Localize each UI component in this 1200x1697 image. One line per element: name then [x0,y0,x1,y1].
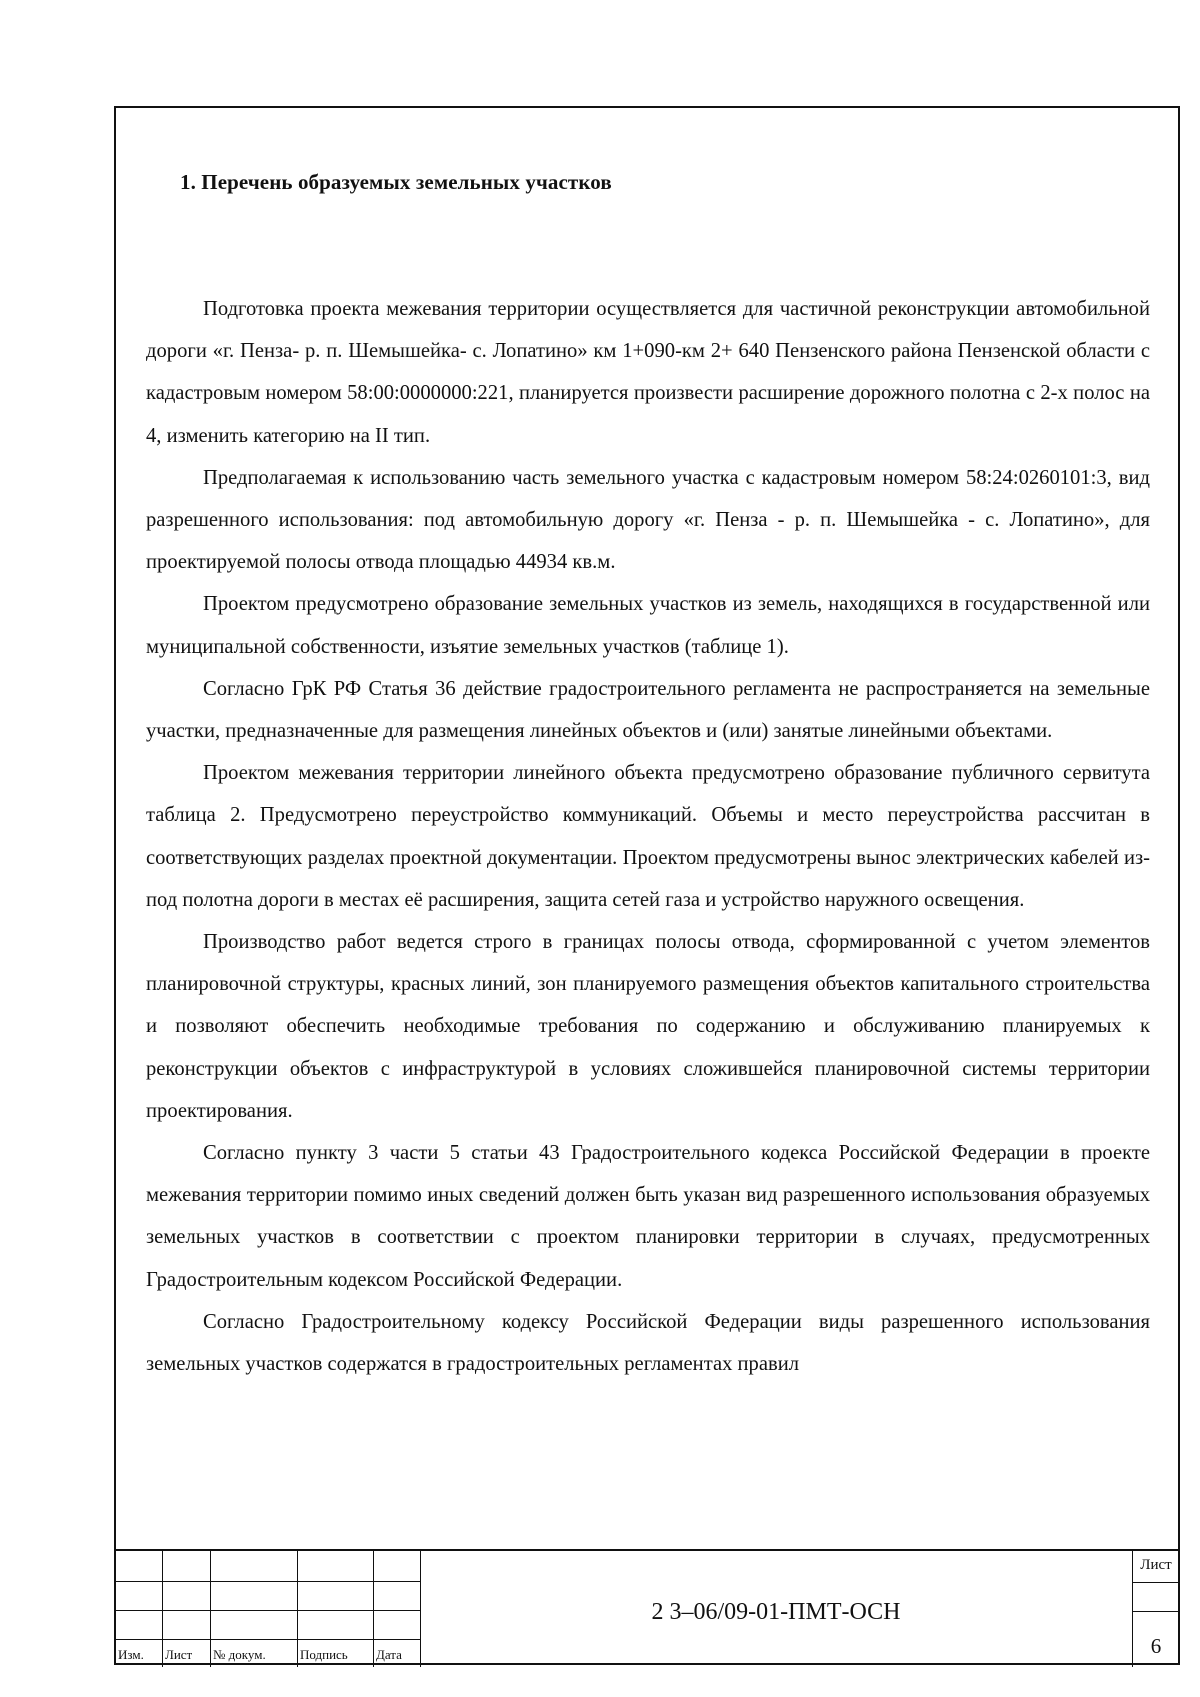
col-label-sign: Подпись [300,1647,348,1662]
paragraph: Согласно Градостроительному кодексу Российской Федерации виды разрешенного использования земельных участков содержатся в градостроительных регламентах правил [146,1310,1150,1376]
grid-line [114,1610,420,1611]
col-label-doc: № докум. [213,1647,266,1662]
paragraph: Производство работ ведется строго в границах полосы отвода, сформированной с учетом элементов планировочной структуры, красных линий, зон планируемого размещения объектов капитального строительства и позволяют обеспечить необходимые требования по содержанию и обслуживанию планируемых к реконструкции объектов с инфраструктурой в условиях сложившейся планировочной системы территории проектирования. [146,931,1150,1122]
section-heading: 1. Перечень образуемых земельных участков [180,170,612,194]
col-label-list: Лист [165,1647,193,1662]
paragraph: Согласно ГрК РФ Статья 36 действие градостроительного регламента не распространяется на земельные участки, предназначенные для размещения линейных объектов и (или) занятые линейными объектами. [146,677,1150,743]
col-label-date: Дата [376,1647,402,1662]
grid-line [373,1551,374,1667]
grid-line [1132,1582,1180,1583]
paragraph: Предполагаемая к использованию часть земельного участка с кадастровым номером 58:24:0260101:3, вид разрешенного использования: под автомобильную дорогу «г. Пенза - р. п. Шемышейка - с. Лопатино», для проектируемой полосы отвода площадью 44934 кв.м. [146,466,1150,574]
paragraph: Проектом предусмотрено образование земельных участков из земель, находящихся в государственной или муниципальной собственности, изъятие земельных участков (таблице 1). [146,593,1150,658]
grid-line [162,1551,163,1667]
grid-line [210,1551,211,1667]
grid-line [1132,1611,1180,1612]
sheet-number: 6 [1150,1634,1162,1658]
paragraph: Согласно пункту 3 части 5 статьи 43 Градостроительного кодекса Российской Федерации в проекте межевания территории помимо иных сведений должен быть указан вид разрешенного использования образуемых земельных участков в соответствии с проектом планировки территории в случаях, предусмотренных Градостроительным кодексом Российской Федерации. [146,1142,1150,1291]
grid-line [114,1639,420,1640]
grid-line [114,1581,420,1582]
paragraph: Подготовка проекта межевания территории осуществляется для частичной реконструкции автомобильной дороги «г. Пенза- р. п. Шемышейка- с. Лопатино» км 1+090-км 2+ 640 Пензенского района Пензенской области с кадастровым номером 58:00:0000000:221, планируется произвести расширение дорожного полотна с 2-х полос на 4, изменить категорию на II тип. [146,298,1150,447]
sheet-label: Лист [1140,1557,1172,1573]
col-label-izm: Изм. [118,1647,144,1662]
body-text [146,288,1150,1385]
paragraph: Проектом межевания территории линейного объекта предусмотрено образование публичного сервитута таблица 2. Предусмотрено переустройство коммуникаций. Объемы и место переустройства рассчитан в соответствующих разделах проектной документации. Проектом предусмотрены вынос электрических кабелей из-под полотна дороги в местах её расширения, защита сетей газа и устройство наружного освещения. [146,762,1150,911]
document-code: 2 3–06/09-01-ПМТ-ОСН [651,1599,901,1625]
grid-line [297,1551,298,1667]
